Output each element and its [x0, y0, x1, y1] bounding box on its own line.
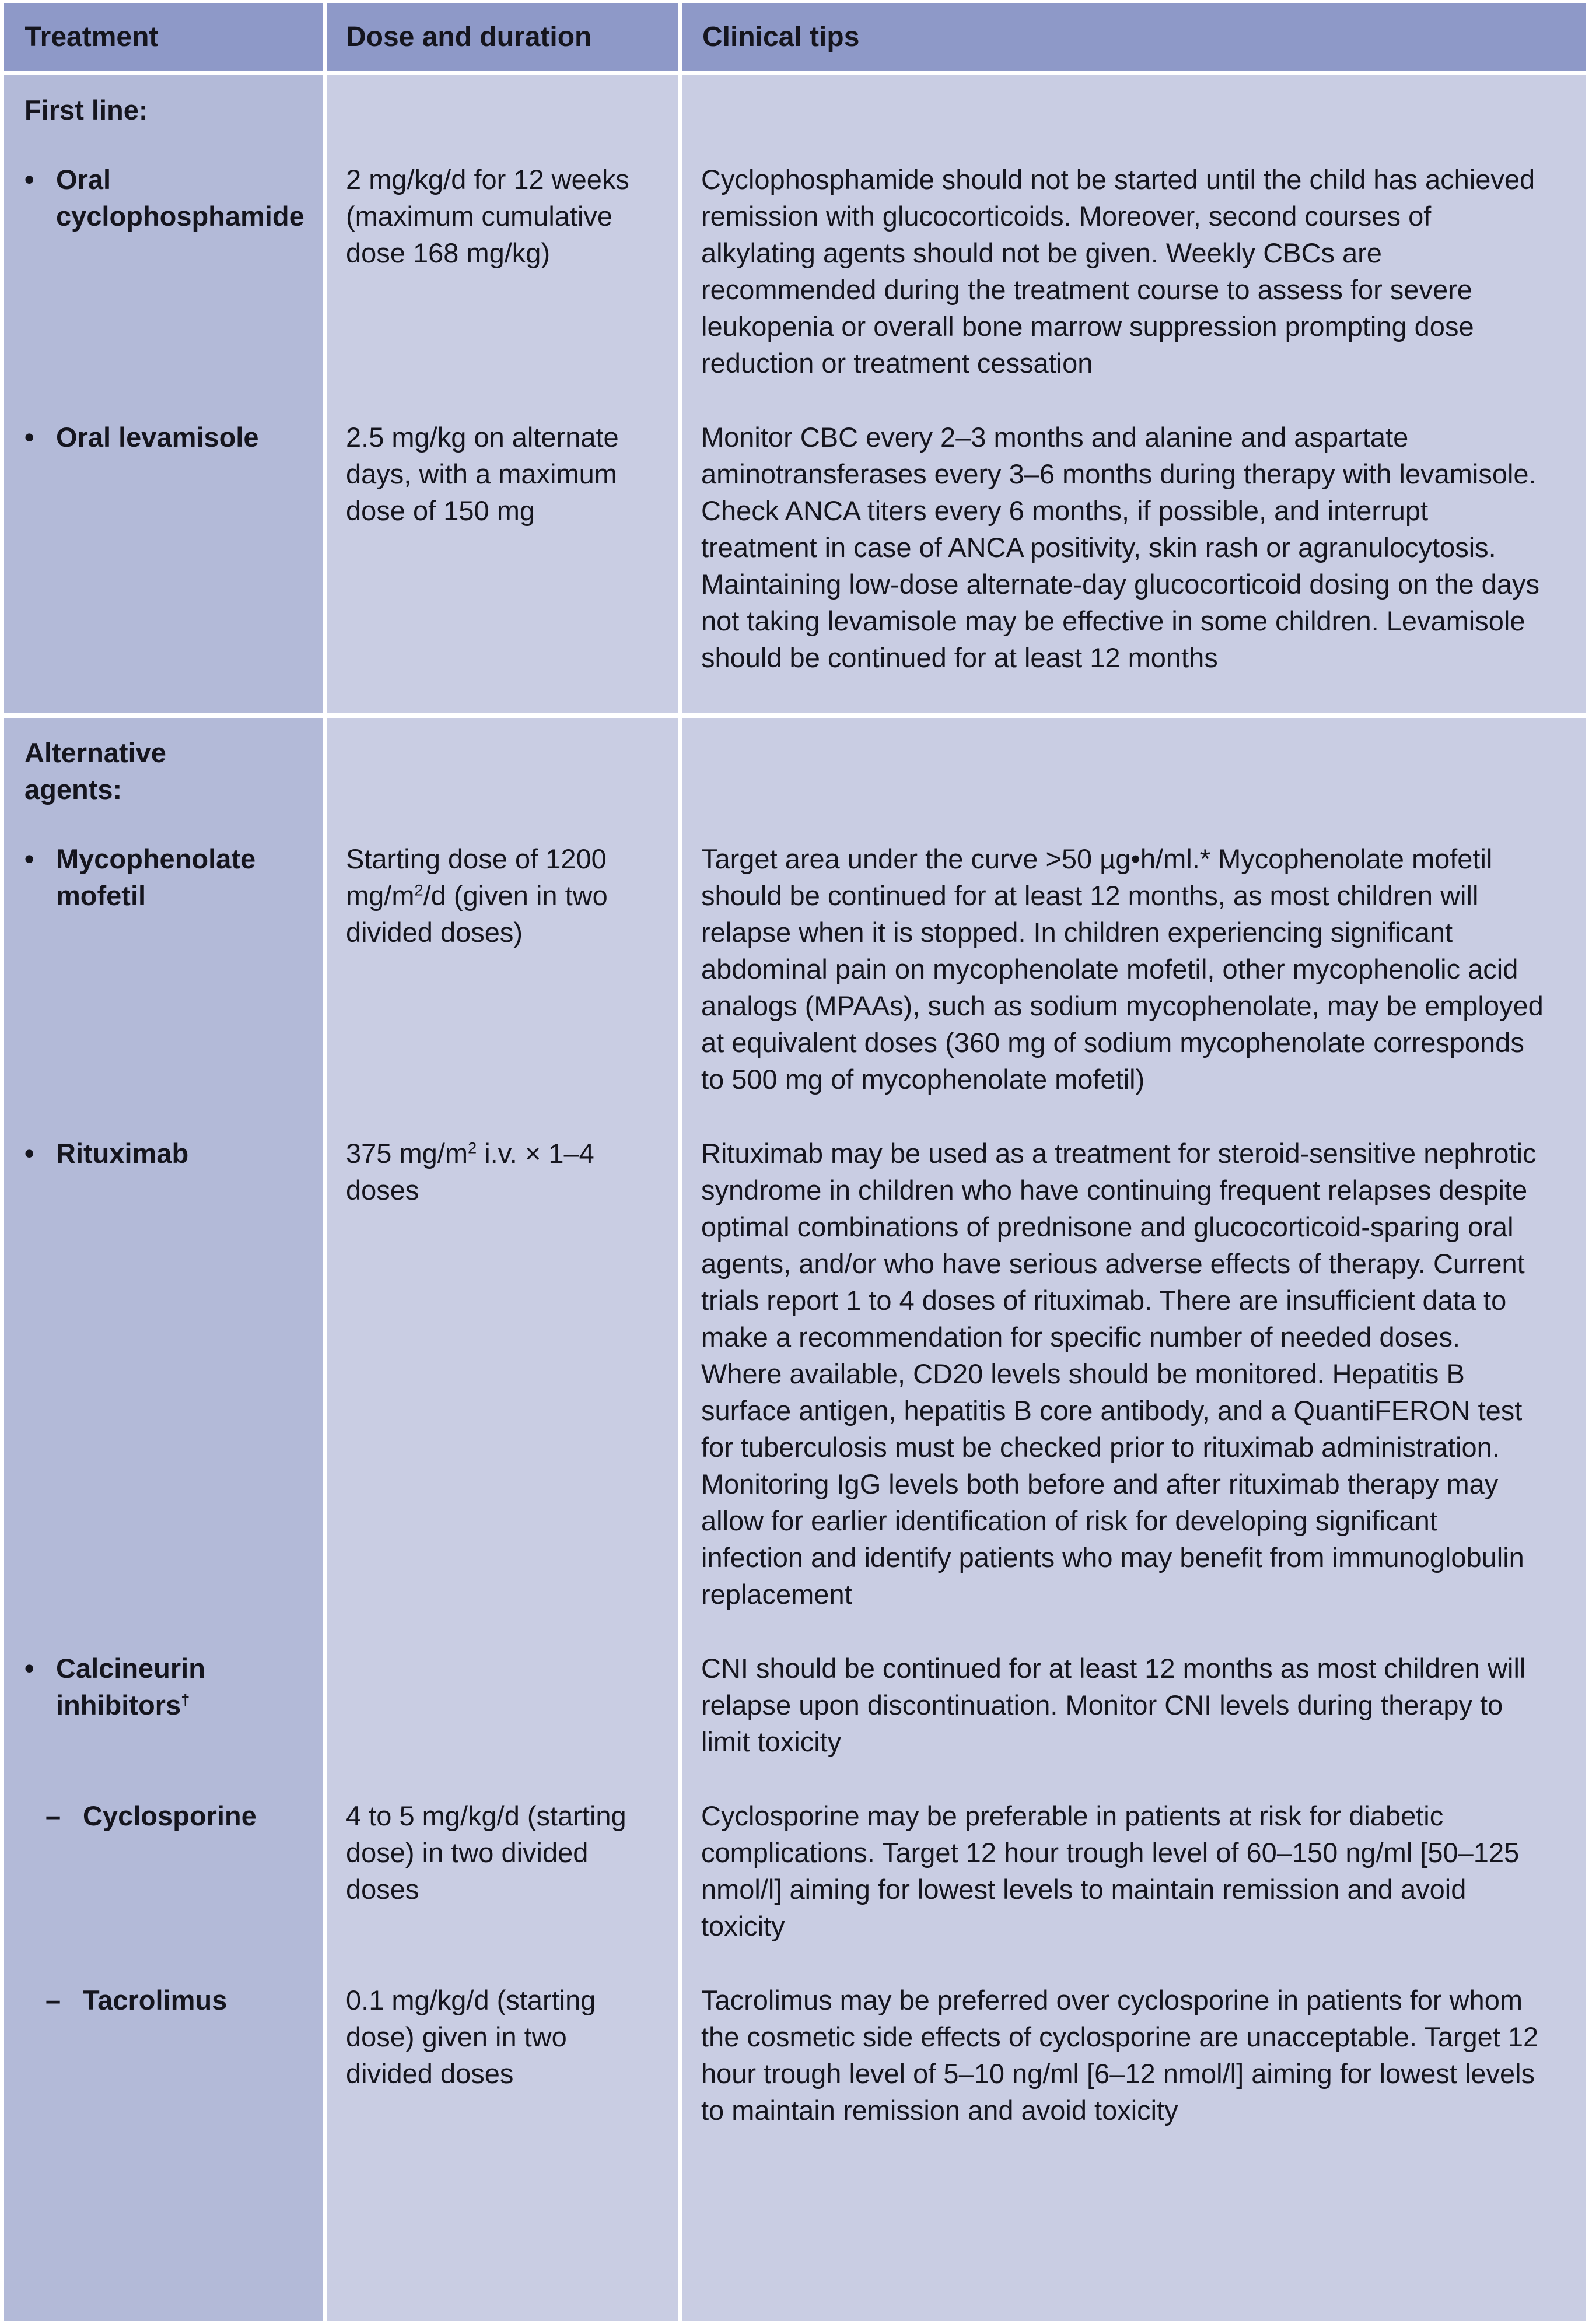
treatment-name: Tacrolimus: [83, 1985, 228, 2015]
table-row-rituximab: [4, 1135, 1586, 1650]
bullet-marker: •: [24, 1653, 34, 1684]
dash-marker: –: [46, 1985, 61, 2015]
column-header-treatment: Treatment: [24, 22, 159, 52]
section-alternative-agents: [4, 718, 1586, 2321]
treatment-name: Oral cyclophosphamide: [56, 164, 304, 232]
treatment-cell: [4, 419, 327, 713]
treatment-name: Cyclosporine: [83, 1800, 257, 1831]
clinical-tips-cell: Tacrolimus may be preferred over cyclosporine in patients for whom the cosmetic side effects of cyclosporine are unacceptable. Target 12 hour trough level of 5–10 ng/ml [6–12 nmol/l] aiming for lowest levels to maintain remission and avoid toxicity: [701, 1985, 1539, 2126]
section-label: Alternative agents:: [24, 737, 166, 805]
treatment-name: Calcineurin inhibitors†: [56, 1653, 205, 1720]
treatment-name: Mycophenolate mofetil: [56, 843, 256, 911]
clinical-tips-cell: Rituximab may be used as a treatment for steroid-sensitive nephrotic syndrome in children who have continuing frequent relapses despite optimal combinations of prednisone and glucocorticoid-sparing oral agents, and/or who have serious adverse effects of therapy. Current trials report 1 to 4 doses of rituximab. There are insufficient data to make a recommendation for specific number of needed doses. Where available, CD20 levels should be monitored. Hepatitis B surface antigen, hepatitis B core antibody, and a QuantiFERON test for tuberculosis must be checked prior to rituximab administration. Monitoring IgG levels both before and after rituximab therapy may allow for earlier identification of risk for developing significant infection and identify patients who may benefit from immunoglobulin replacement: [701, 1138, 1536, 1610]
dose-superscript: 2: [414, 881, 424, 899]
table-row-oral-levamisole: [4, 419, 1586, 713]
table-header-row: [4, 3, 1586, 71]
table-row-cyclosporine: [4, 1797, 1586, 1982]
column-header-dose-duration: Dose and duration: [346, 22, 592, 52]
dose-cell: Starting dose of 1200 $mg/m^2/d$ (given in two divided doses): [346, 843, 608, 948]
treatment-name: Oral levamisole: [56, 422, 259, 453]
table-row-oral-cyclophosphamide: [4, 161, 1586, 419]
table-row-calcineurin-inhibitors: [4, 1650, 1586, 1797]
bullet-marker: •: [24, 164, 34, 195]
table-row-mycophenolate-mofetil: [4, 840, 1586, 1135]
treatment-cell: [4, 840, 327, 1135]
clinical-tips-cell: Monitor CBC every 2–3 months and alanine and aspartate aminotransferases every 3–6 months during therapy with levamisole. Check ANCA titers every 6 months, if possible, and interrupt treatment in case of ANCA positivity, skin rash or agranulocytosis. Maintaining low-dose alternate-day glucocorticoid dosing on the days not taking levamisole may be effective in some children. Levamisole should be continued for at least 12 months: [701, 422, 1539, 673]
section-label: First line:: [24, 94, 148, 125]
clinical-tips-cell: Cyclosporine may be preferable in patients at risk for diabetic complications. Target 12 hour trough level of 60–150 ng/ml [50–125 nmol/l] aiming for lowest levels to maintain remission and avoid toxicity: [701, 1800, 1520, 1941]
clinical-tips-cell: CNI should be continued for at least 12 months as most children will relapse upon discontinuation. Monitor CNI levels during therapy to limit toxicity: [701, 1653, 1526, 1757]
dash-marker: –: [46, 1800, 61, 1831]
treatment-cell: [4, 1135, 327, 1650]
treatment-cell: [4, 1982, 327, 2166]
treatment-cell: [4, 1797, 327, 1982]
bullet-marker: •: [24, 1138, 34, 1169]
bullet-marker: •: [24, 843, 34, 874]
bullet-marker: •: [24, 422, 34, 453]
treatment-name: Rituximab: [56, 1138, 189, 1169]
dose-cell: 2 mg/kg/d for 12 weeks (maximum cumulative dose 168 mg/kg): [346, 164, 629, 268]
dose-cell: 2.5 mg/kg on alternate days, with a maximum dose of 150 mg: [346, 422, 619, 526]
section-first-line: [4, 75, 1586, 713]
clinical-tips-cell: Target area under the curve >50 µg•h/ml.* Mycophenolate mofetil should be continued for at least 12 months, as most children will relapse when it is stopped. In children experiencing significant abdominal pain on mycophenolate mofetil, other mycophenolic acid analogs (MPAAs), such as sodium mycophenolate, may be employed at equivalent doses (360 mg of sodium mycophenolate corresponds to 500 mg of mycophenolate mofetil): [701, 843, 1544, 1095]
dose-cell: 375 $mg/m^2$ i.v. × 1–4 doses: [346, 1138, 594, 1205]
column-header-clinical-tips: Clinical tips: [702, 22, 860, 52]
dagger-superscript: †: [181, 1690, 190, 1709]
dose-cell: 0.1 mg/kg/d (starting dose) given in two divided doses: [346, 1985, 596, 2089]
dose-superscript: 2: [467, 1138, 477, 1157]
table-row-tacrolimus: [4, 1982, 1586, 2166]
clinical-tips-cell: Cyclophosphamide should not be started until the child has achieved remission with glucocorticoids. Moreover, second courses of alkylating agents should not be given. Weekly CBCs are recommended during the treatment course to assess for severe leukopenia or overall bone marrow suppression prompting dose reduction or treatment cessation: [701, 164, 1535, 378]
dose-cell: [327, 1650, 682, 1797]
treatment-cell: [4, 1650, 327, 1797]
treatment-cell: [4, 161, 327, 419]
dose-cell: 4 to 5 mg/kg/d (starting dose) in two divided doses: [346, 1800, 626, 1905]
